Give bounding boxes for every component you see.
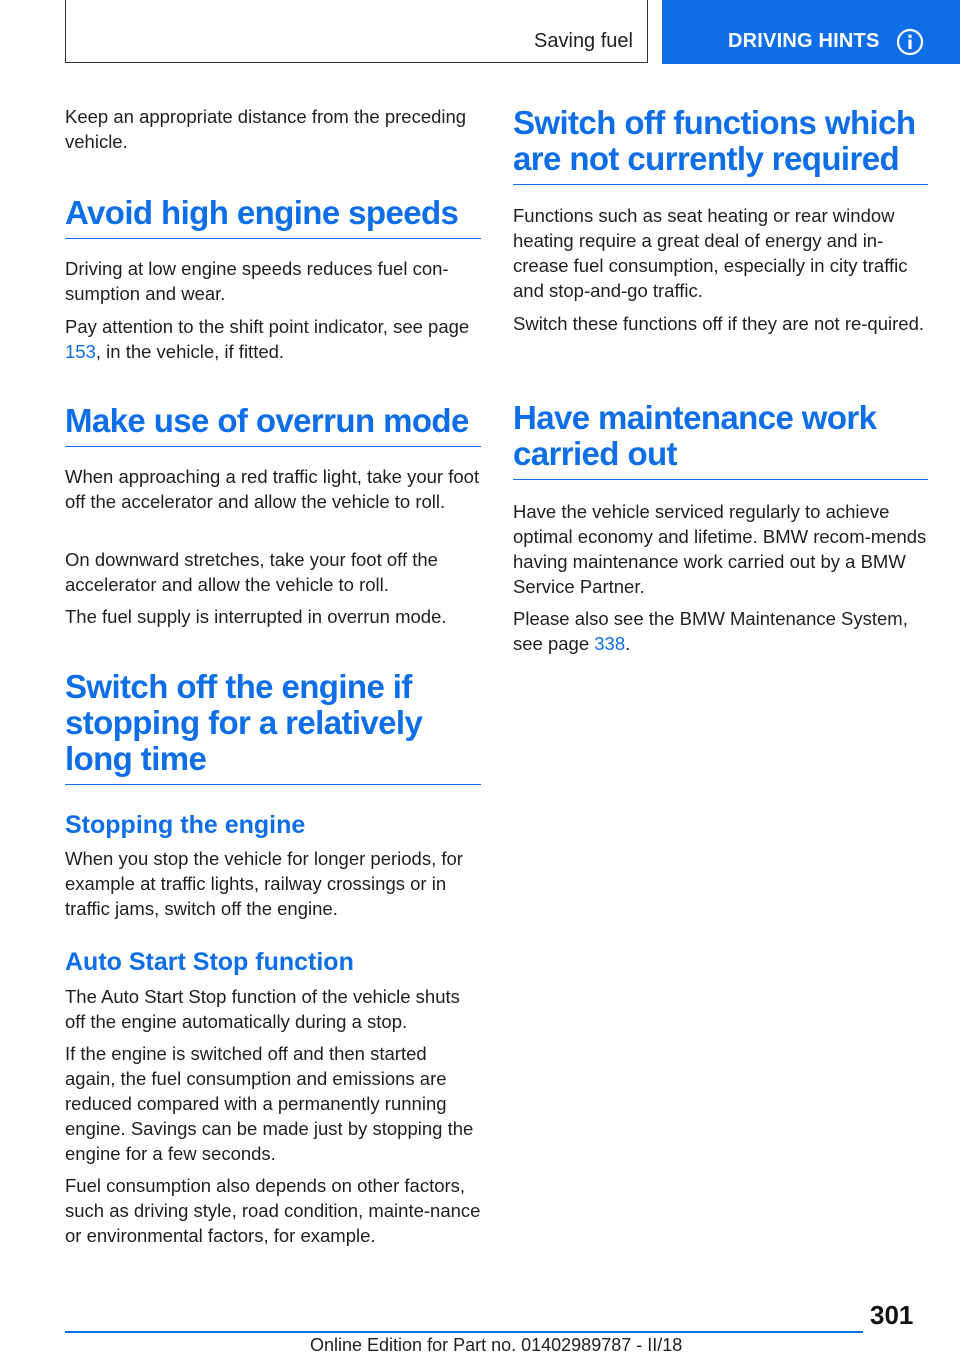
paragraph-low-speeds: Driving at low engine speeds reduces fuel con-sumption and wear. bbox=[65, 258, 449, 304]
text-shift-pre: Pay attention to the shift point indicator, see page bbox=[65, 316, 470, 337]
header-section-box bbox=[65, 0, 648, 63]
paragraph-maintenance-1: Have the vehicle serviced regularly to achieve optimal economy and lifetime. BMW recom-mends having maintenance work carried out by a BMW Service Partner. bbox=[513, 501, 927, 597]
subheading-auto-start-stop: Auto Start Stop function bbox=[65, 948, 354, 976]
paragraph-auto-1: The Auto Start Stop function of the vehicle shuts off the engine automatically during a stop. bbox=[65, 986, 460, 1032]
paragraph-overrun-1: When approaching a red traffic light, take your foot off the accelerator and allow the vehicle to roll. bbox=[65, 466, 480, 512]
footer-edition: Online Edition for Part no. 01402989787 - II/18 bbox=[310, 1335, 683, 1355]
paragraph-overrun-3: The fuel supply is interrupted in overrun mode. bbox=[65, 606, 447, 627]
paragraph-stopping: When you stop the vehicle for longer periods, for example at traffic lights, railway crossings or in traffic jams, switch off the engine. bbox=[65, 848, 463, 919]
chapter-title: DRIVING HINTS bbox=[728, 30, 880, 52]
paragraph-auto-3: Fuel consumption also depends on other factors, such as driving style, road condition, mainte-nance or environmental factors, for example. bbox=[65, 1175, 481, 1246]
paragraph-overrun-2: On downward stretches, take your foot off the accelerator and allow the vehicle to roll. bbox=[65, 549, 438, 595]
section-title: Saving fuel bbox=[534, 30, 633, 52]
intro-paragraph: Keep an appropriate distance from the preceding vehicle. bbox=[65, 106, 467, 152]
page-number: 301 bbox=[870, 1300, 914, 1330]
info-circle-icon[interactable] bbox=[896, 28, 924, 56]
page-link-338[interactable]: 338 bbox=[594, 633, 626, 654]
paragraph-auto-2: If the engine is switched off and then started again, the fuel consumption and emissions are reduced compared with a permanently running engine. Savings can be made just by stopping the engine for a few seconds. bbox=[65, 1043, 474, 1164]
text-shift-post: , in the vehicle, if fitted. bbox=[95, 341, 285, 362]
heading-overrun-mode: Make use of overrun mode bbox=[65, 403, 481, 447]
heading-switch-off-engine: Switch off the engine if stopping for a relatively long time bbox=[65, 669, 481, 785]
paragraph-functions-1: Functions such as seat heating or rear window heating require a great deal of energy and in-crease fuel consumption, especially in city traffic and stop-and-go traffic. bbox=[513, 205, 908, 301]
text-maint-post: . bbox=[625, 633, 631, 654]
text-maint-pre: Please also see the BMW Maintenance System, see page bbox=[513, 608, 908, 654]
paragraph-functions-2: Switch these functions off if they are not re-quired. bbox=[513, 313, 924, 334]
footer-divider bbox=[65, 1331, 863, 1333]
page-link-153[interactable]: 153 bbox=[65, 341, 96, 362]
paragraph-shift-indicator bbox=[65, 314, 481, 364]
paragraph-maintenance-2 bbox=[513, 606, 928, 656]
heading-maintenance: Have maintenance work carried out bbox=[513, 400, 928, 480]
header-chapter-tab[interactable] bbox=[662, 0, 960, 64]
heading-switch-off-functions: Switch off functions which are not currently required bbox=[513, 105, 928, 185]
heading-avoid-high-engine-speeds: Avoid high engine speeds bbox=[65, 195, 481, 239]
subheading-stopping-engine: Stopping the engine bbox=[65, 811, 306, 839]
